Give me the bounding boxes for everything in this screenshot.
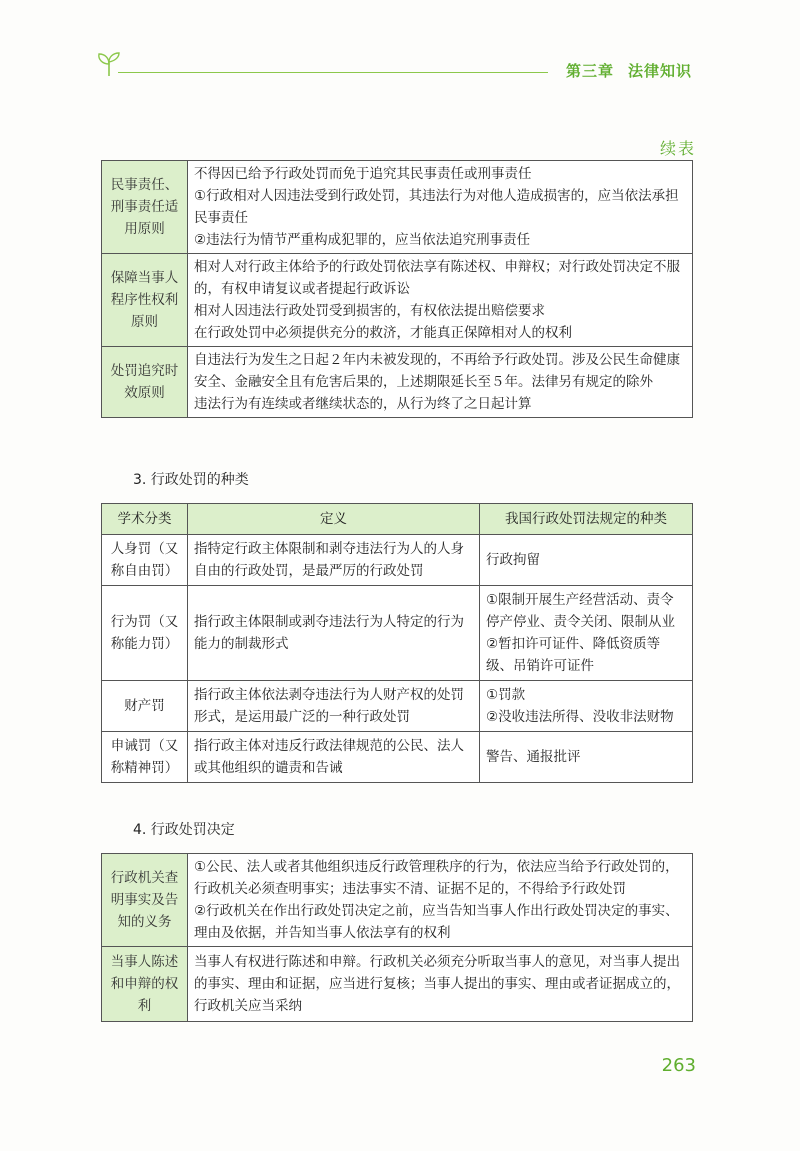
definition-cell: 指行政主体限制或剥夺违法行为人特定的行为能力的制裁形式 bbox=[188, 586, 480, 681]
row-label: 民事责任、刑事责任适用原则 bbox=[102, 161, 188, 254]
content-line: 相对人对行政主体给予的行政处罚依法享有陈述权、申辩权；对行政处罚决定不服的，有权申请复议或者提起行政诉讼 bbox=[194, 259, 680, 297]
content-line: ②行政机关在作出行政处罚决定之前，应当告知当事人作出行政处罚决定的事实、理由及依据，并告知当事人依法享有的权利 bbox=[194, 903, 679, 941]
type-line: ①罚款 bbox=[486, 687, 526, 703]
column-header: 学术分类 bbox=[102, 504, 188, 535]
chapter-number: 第三章 bbox=[566, 62, 615, 80]
category-cell: 财产罚 bbox=[102, 681, 188, 732]
column-header: 我国行政处罚法规定的种类 bbox=[480, 504, 693, 535]
page-number: 263 bbox=[661, 1055, 696, 1076]
row-label: 当事人陈述和申辩的权利 bbox=[102, 947, 188, 1022]
table-row bbox=[102, 254, 693, 347]
types-cell bbox=[480, 535, 693, 586]
column-header: 定义 bbox=[188, 504, 480, 535]
type-line: ②没收违法所得、没收非法财物 bbox=[486, 709, 674, 725]
row-content bbox=[188, 947, 693, 1022]
table-row bbox=[102, 732, 693, 783]
type-line: 警告、通报批评 bbox=[486, 749, 581, 765]
content-line: 当事人有权进行陈述和申辩。行政机关必须充分听取当事人的意见，对当事人提出的事实、理由和证据，应当进行复核；当事人提出的事实、理由或者证据成立的，行政机关应当采纳 bbox=[194, 954, 680, 1014]
type-line: 行政拘留 bbox=[486, 552, 540, 568]
types-cell bbox=[480, 681, 693, 732]
penalty-types-table bbox=[101, 503, 693, 783]
content-line: ①行政相对人因违法受到行政处罚，其违法行为对他人造成损害的，应当依法承担民事责任 bbox=[194, 188, 679, 226]
types-cell bbox=[480, 732, 693, 783]
principles-table bbox=[101, 160, 693, 418]
section-title: 4. 行政处罚决定 bbox=[133, 822, 235, 838]
definition-cell: 指行政主体依法剥夺违法行为人财产权的处罚形式，是运用最广泛的一种行政处罚 bbox=[188, 681, 480, 732]
definition-cell: 指特定行政主体限制和剥夺违法行为人的人身自由的行政处罚，是最严厉的行政处罚 bbox=[188, 535, 480, 586]
chapter-header bbox=[566, 60, 692, 81]
type-line: ①限制开展生产经营活动、责令停产停业、责令关闭、限制从业 bbox=[486, 592, 675, 630]
table-row bbox=[102, 586, 693, 681]
row-content bbox=[188, 254, 693, 347]
table-header-row bbox=[102, 504, 693, 535]
content-line: 相对人因违法行政处罚受到损害的，有权依法提出赔偿要求 bbox=[194, 303, 545, 319]
chapter-title: 法律知识 bbox=[628, 62, 693, 80]
table-row bbox=[102, 947, 693, 1022]
table-row bbox=[102, 854, 693, 947]
row-content bbox=[188, 854, 693, 947]
content-line: ①公民、法人或者其他组织违反行政管理秩序的行为，依法应当给予行政处罚的，行政机关必须查明事实；违法事实不清、证据不足的，不得给予行政处罚 bbox=[194, 859, 679, 897]
header-rule bbox=[118, 72, 548, 73]
table-row bbox=[102, 681, 693, 732]
content-line: 违法行为有连续或者继续状态的，从行为终了之日起计算 bbox=[194, 396, 532, 412]
types-cell bbox=[480, 586, 693, 681]
type-line: ②暂扣许可证件、降低资质等级、吊销许可证件 bbox=[486, 636, 661, 674]
sprout-icon bbox=[94, 48, 124, 78]
content-line: 不得因已给予行政处罚而免于追究其民事责任或刑事责任 bbox=[194, 166, 532, 182]
content-line: ②违法行为情节严重构成犯罪的，应当依法追究刑事责任 bbox=[194, 232, 531, 248]
category-cell: 行为罚（又称能力罚） bbox=[102, 586, 188, 681]
category-cell: 申诫罚（又称精神罚） bbox=[102, 732, 188, 783]
row-content bbox=[188, 347, 693, 418]
content-line: 在行政处罚中必须提供充分的救济，才能真正保障相对人的权利 bbox=[194, 325, 572, 341]
table-row bbox=[102, 161, 693, 254]
row-label: 处罚追究时效原则 bbox=[102, 347, 188, 418]
content-line: 自违法行为发生之日起２年内未被发现的，不再给予行政处罚。涉及公民生命健康安全、金融安全且有危害后果的，上述期限延长至５年。法律另有规定的除外 bbox=[194, 352, 680, 390]
definition-cell: 指行政主体对违反行政法律规范的公民、法人或其他组织的谴责和告诫 bbox=[188, 732, 480, 783]
category-cell: 人身罚（又称自由罚） bbox=[102, 535, 188, 586]
table-row bbox=[102, 347, 693, 418]
continued-label: 续表 bbox=[659, 139, 696, 158]
decision-table bbox=[101, 853, 693, 1022]
row-label: 行政机关查明事实及告知的义务 bbox=[102, 854, 188, 947]
section-title: 3. 行政处罚的种类 bbox=[133, 472, 249, 488]
table-row bbox=[102, 535, 693, 586]
row-label: 保障当事人程序性权利原则 bbox=[102, 254, 188, 347]
row-content bbox=[188, 161, 693, 254]
